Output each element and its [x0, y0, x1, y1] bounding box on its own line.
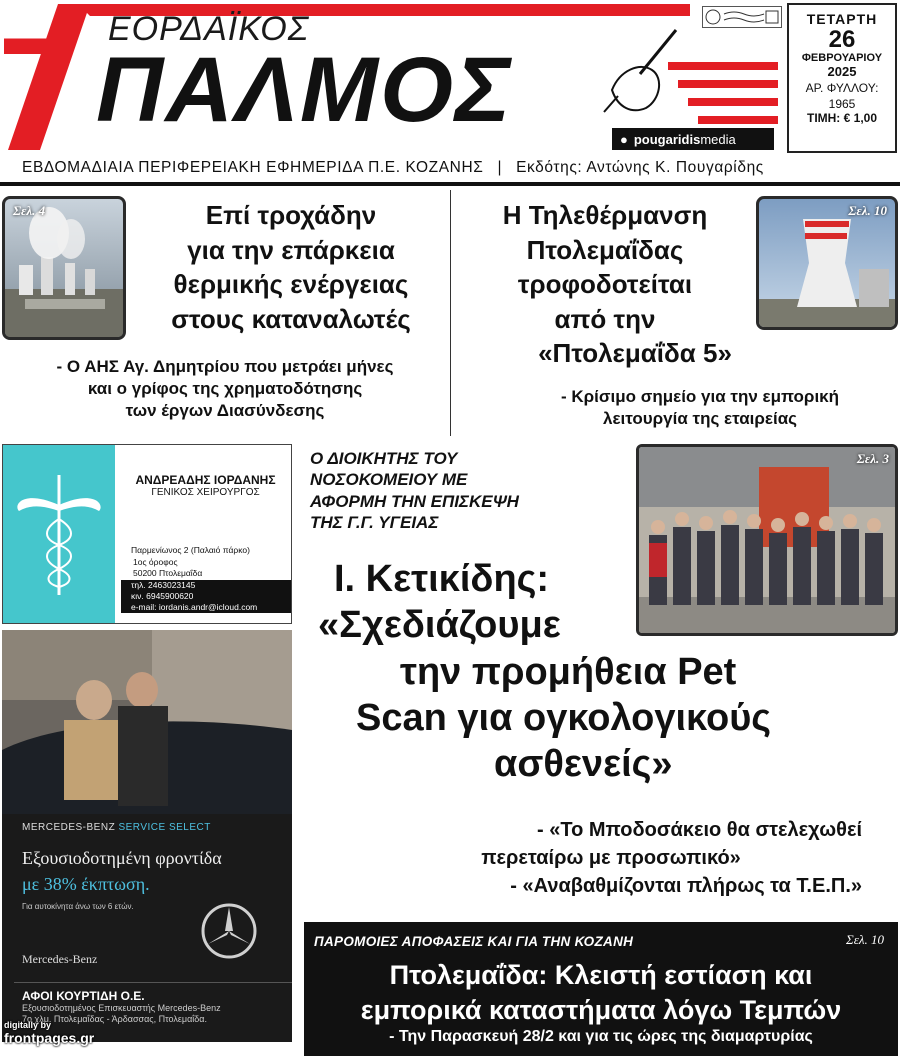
bottom-story-subhead: - Την Παρασκευή 28/2 και για τις ώρες της διαμαρτυρίας	[389, 1028, 813, 1045]
masthead-subtitle: ΕΒΔΟΜΑΔΙΑΙΑ ΠΕΡΙΦΕΡΕΙΑΚΗ ΕΦΗΜΕΡΙΔΑ Π.Ε. ΚΟΖΑΝΗΣ | Εκδότης: Αντώνης Κ. Πουγαρίδης	[22, 159, 764, 176]
caduceus-icon	[3, 445, 115, 623]
page-tag-right: Σελ. 10	[848, 203, 887, 218]
day-of-week: ΤΕΤΑΡΤΗ	[806, 11, 878, 27]
ad-doctor-address-1: Παρμενίωνος 2 (Παλαιό πάρκο)	[131, 545, 250, 555]
page-tag-main: Σελ. 3	[856, 451, 889, 466]
ad-mercedes-photo	[2, 630, 292, 814]
pen-hand-icon	[604, 30, 676, 112]
bottom-story-headline: Πτολεμαΐδα: Κλειστή εστίαση και εμπορικά καταστήματα λόγω Τεμπών	[360, 960, 842, 1025]
main-story-subhead: - «Το Μποδοσάκειο θα στελεχωθεί περεταίρω με προσωπικό» - «Αναβαθμίζονται πλήρως τα Τ.Ε.Π.»	[481, 819, 862, 897]
main-story-kicker: Ο ΔΙΟΙΚΗΤΗΣ ΤΟΥ ΝΟΣΟΚΟΜΕΙΟΥ ΜΕ ΑΦΟΡΜΗ ΤΗΝ ΕΠΙΣΚΕΨΗ ΤΗΣ Γ.Γ. ΥΓΕΙΑΣ	[310, 449, 519, 532]
ad-doctor-phone: τηλ. 2463023145	[121, 580, 292, 591]
column-divider	[450, 190, 451, 436]
story-left-subhead: - Ο ΑΗΣ Αγ. Δημητρίου που μετράει μήνες και ο γρίφος της χρηματοδότησης των έργων Διασύνδεσης	[56, 357, 394, 421]
postage-stamp-icon	[702, 6, 782, 28]
issue-number: 1965	[828, 97, 856, 112]
story-left-headline[interactable]: Επί τροχάδην για την επάρκεια θερμικής ενέργειας στους καταναλωτές	[171, 200, 411, 334]
cooling-tower-photo	[756, 196, 898, 330]
story-right-subhead: - Κρίσιμο σημείο για την εμπορική λειτουργία της εταιρείας	[560, 387, 840, 429]
ad-doctor-address-2: 1ος όροφος	[133, 557, 178, 567]
power-plant-photo	[2, 196, 126, 340]
ad-doctor-name: ΑΝΔΡΕΑΔΗΣ ΙΟΡΔΑΝΗΣ	[135, 473, 276, 487]
ad-mercedes[interactable]	[2, 630, 292, 1042]
paper-title-small: ΕΟΡΔΑΪΚΟΣ	[108, 10, 310, 48]
ad-doctor-teal-panel	[3, 445, 115, 623]
ad-mercedes-dealer: ΑΦΟΙ ΚΟΥΡΤΙΔΗ Ο.Ε. Εξουσιοδοτημένος Επισκευαστής Mercedes-Benz 7ο χλμ. Πτολεμαΐδας - Άρδασσας, Πτολεμαΐδα.	[14, 982, 292, 1042]
main-story-headline[interactable]: Ι. Κετικίδης: «Σχεδιάζουμε την προμήθεια Pet Scan για ογκολογικούς ασθενείς»	[318, 558, 772, 786]
month: ΦΕΒΡΟΥΑΡΙΟΥ	[801, 52, 883, 65]
ad-doctor-email: e-mail: iordanis.andr@icloud.com	[121, 602, 292, 613]
publisher-badge: ● pougaridismedia	[612, 128, 774, 150]
page-tag-left: Σελ. 4	[13, 203, 46, 218]
story-right-headline[interactable]: Η Τηλεθέρμανση Πτολεμαΐδας τροφοδοτείται από την «Πτολεμαΐδα 5»	[502, 200, 732, 369]
watermark: digitally by frontpages.gr	[4, 1020, 95, 1046]
power-plant-image	[5, 199, 123, 337]
issue-label: ΑΡ. ΦΥΛΛΟΥ:	[805, 81, 879, 96]
masthead	[0, 0, 900, 185]
mercedes-star-icon	[200, 902, 258, 960]
ad-doctor-mobile: κιν. 6945900620	[121, 591, 292, 602]
ad-mercedes-offer-2: με 38% έκπτωση.	[22, 874, 150, 894]
ad-doctor-role: ΓΕΝΙΚΟΣ ΧΕΙΡΟΥΡΓΟΣ	[151, 487, 260, 498]
bottom-story-box[interactable]	[304, 922, 898, 1056]
ad-mercedes-service: MERCEDES-BENZ SERVICE SELECT	[22, 822, 211, 833]
masthead-rule	[0, 182, 900, 186]
bottom-story-kicker: ΠΑΡΟΜΟΙΕΣ ΑΠΟΦΑΣΕΙΣ ΚΑΙ ΓΙΑ ΤΗΝ ΚΟΖΑΝΗ	[314, 934, 634, 949]
ad-mercedes-brand: Mercedes-Benz	[22, 952, 98, 966]
date-box	[787, 3, 897, 153]
page-tag-bottom: Σελ. 10	[846, 932, 884, 947]
paper-title: ΠΑΛΜΟΣ	[96, 39, 513, 141]
publisher-logo-icon: ●	[620, 131, 628, 147]
day-number: 26	[828, 26, 856, 53]
year: 2025	[827, 64, 857, 80]
ad-mercedes-note: Για αυτοκίνητα άνω των 6 ετών.	[22, 902, 134, 911]
price: ΤΙΜΗ: € 1,00	[806, 111, 878, 126]
ad-doctor-address-3: 50200 Πτολεμαΐδα	[133, 568, 203, 578]
ad-doctor[interactable]	[2, 444, 292, 624]
ad-mercedes-offer-1: Εξουσιοδοτημένη φροντίδα	[22, 848, 222, 868]
